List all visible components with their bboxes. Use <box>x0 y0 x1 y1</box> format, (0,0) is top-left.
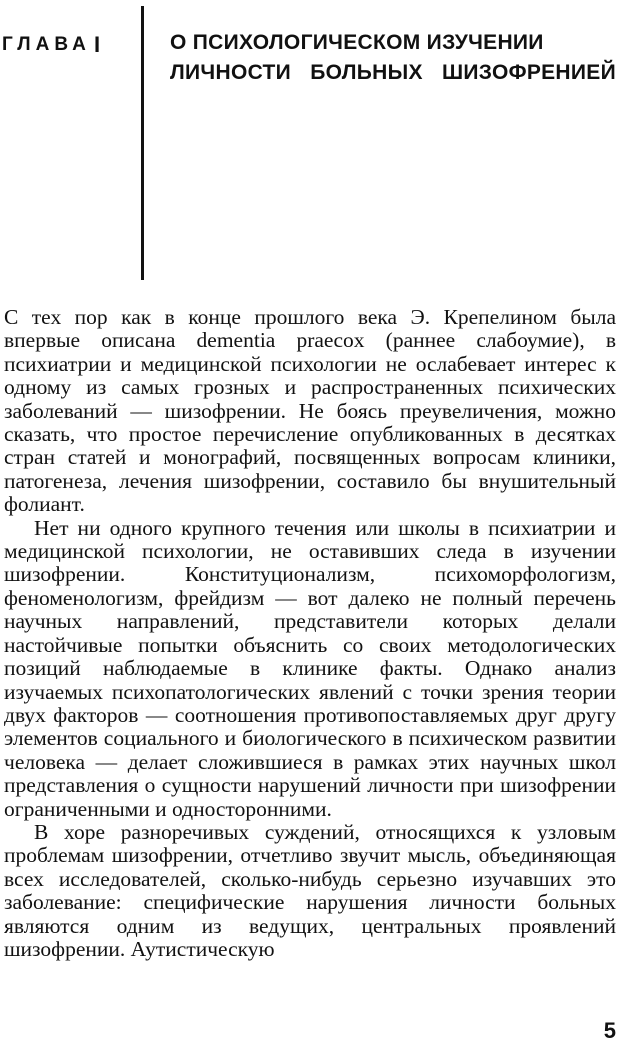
chapter-title-line-1: О ПСИХОЛОГИЧЕСКОМ ИЗУЧЕНИИ <box>170 31 544 54</box>
chapter-title-line-2 <box>170 58 616 88</box>
chapter-label: ГЛАВА <box>2 34 91 55</box>
paragraph: В хоре разноречивых суждений, относящихся к узловым проблемам шизофрении, отчетливо звучит мысль, объединяющая всех исследователей, сколько-нибудь серьезно изучавших это заболевание: специфические нарушения личности больных являются одним из ведущих, центральных проявлений шизофрении. Аутистическую <box>4 819 616 961</box>
paragraph: С тех пор как в конце прошлого века Э. Крепелином была впервые описана dementia praecox (раннее слабоумие), в психиатрии и медицинской психологии не ослабевает интерес к одному из самых грозных и распространенных психических заболеваний — шизофрении. Не боясь преувеличения, можно сказать, что простое перечисление опубликованных в десятках стран статей и монографий, посвященных вопросам клиники, патогенеза, лечения шизофрении, составило бы внушительный фолиант. <box>4 305 616 517</box>
page-number: 5 <box>603 1018 616 1043</box>
chapter-title-word: БОЛЬНЫХ <box>310 61 423 84</box>
body-text <box>4 306 616 961</box>
chapter-title <box>170 28 616 88</box>
chapter-title-word: ШИЗОФРЕНИЕЙ <box>441 61 616 84</box>
chapter-number: I <box>94 32 101 57</box>
paragraph: Нет ни одного крупного течения или школы в психиатрии и медицинской психологии, не оставивших следа в изучении шизофрении. Конституционализм, психоморфологизм, феноменологизм, фрейдизм — вот далеко не полный перечень научных направлений, представители которых делали настойчивые попытки объяснить со своих методологических позиций наблюдаемые в клинике факты. Однако анализ изучаемых психопатологических явлений с точки зрения теории двух факторов — соотношения противопоставляемых друг другу элементов социального и биологического в психическом развитии человека — делает сложившиеся в рамках этих научных школ представления о сущности нарушений личности при шизофрении ограниченными и односторонними. <box>4 515 616 821</box>
chapter-title-word: ЛИЧНОСТИ <box>170 61 292 84</box>
vertical-divider <box>141 6 144 280</box>
